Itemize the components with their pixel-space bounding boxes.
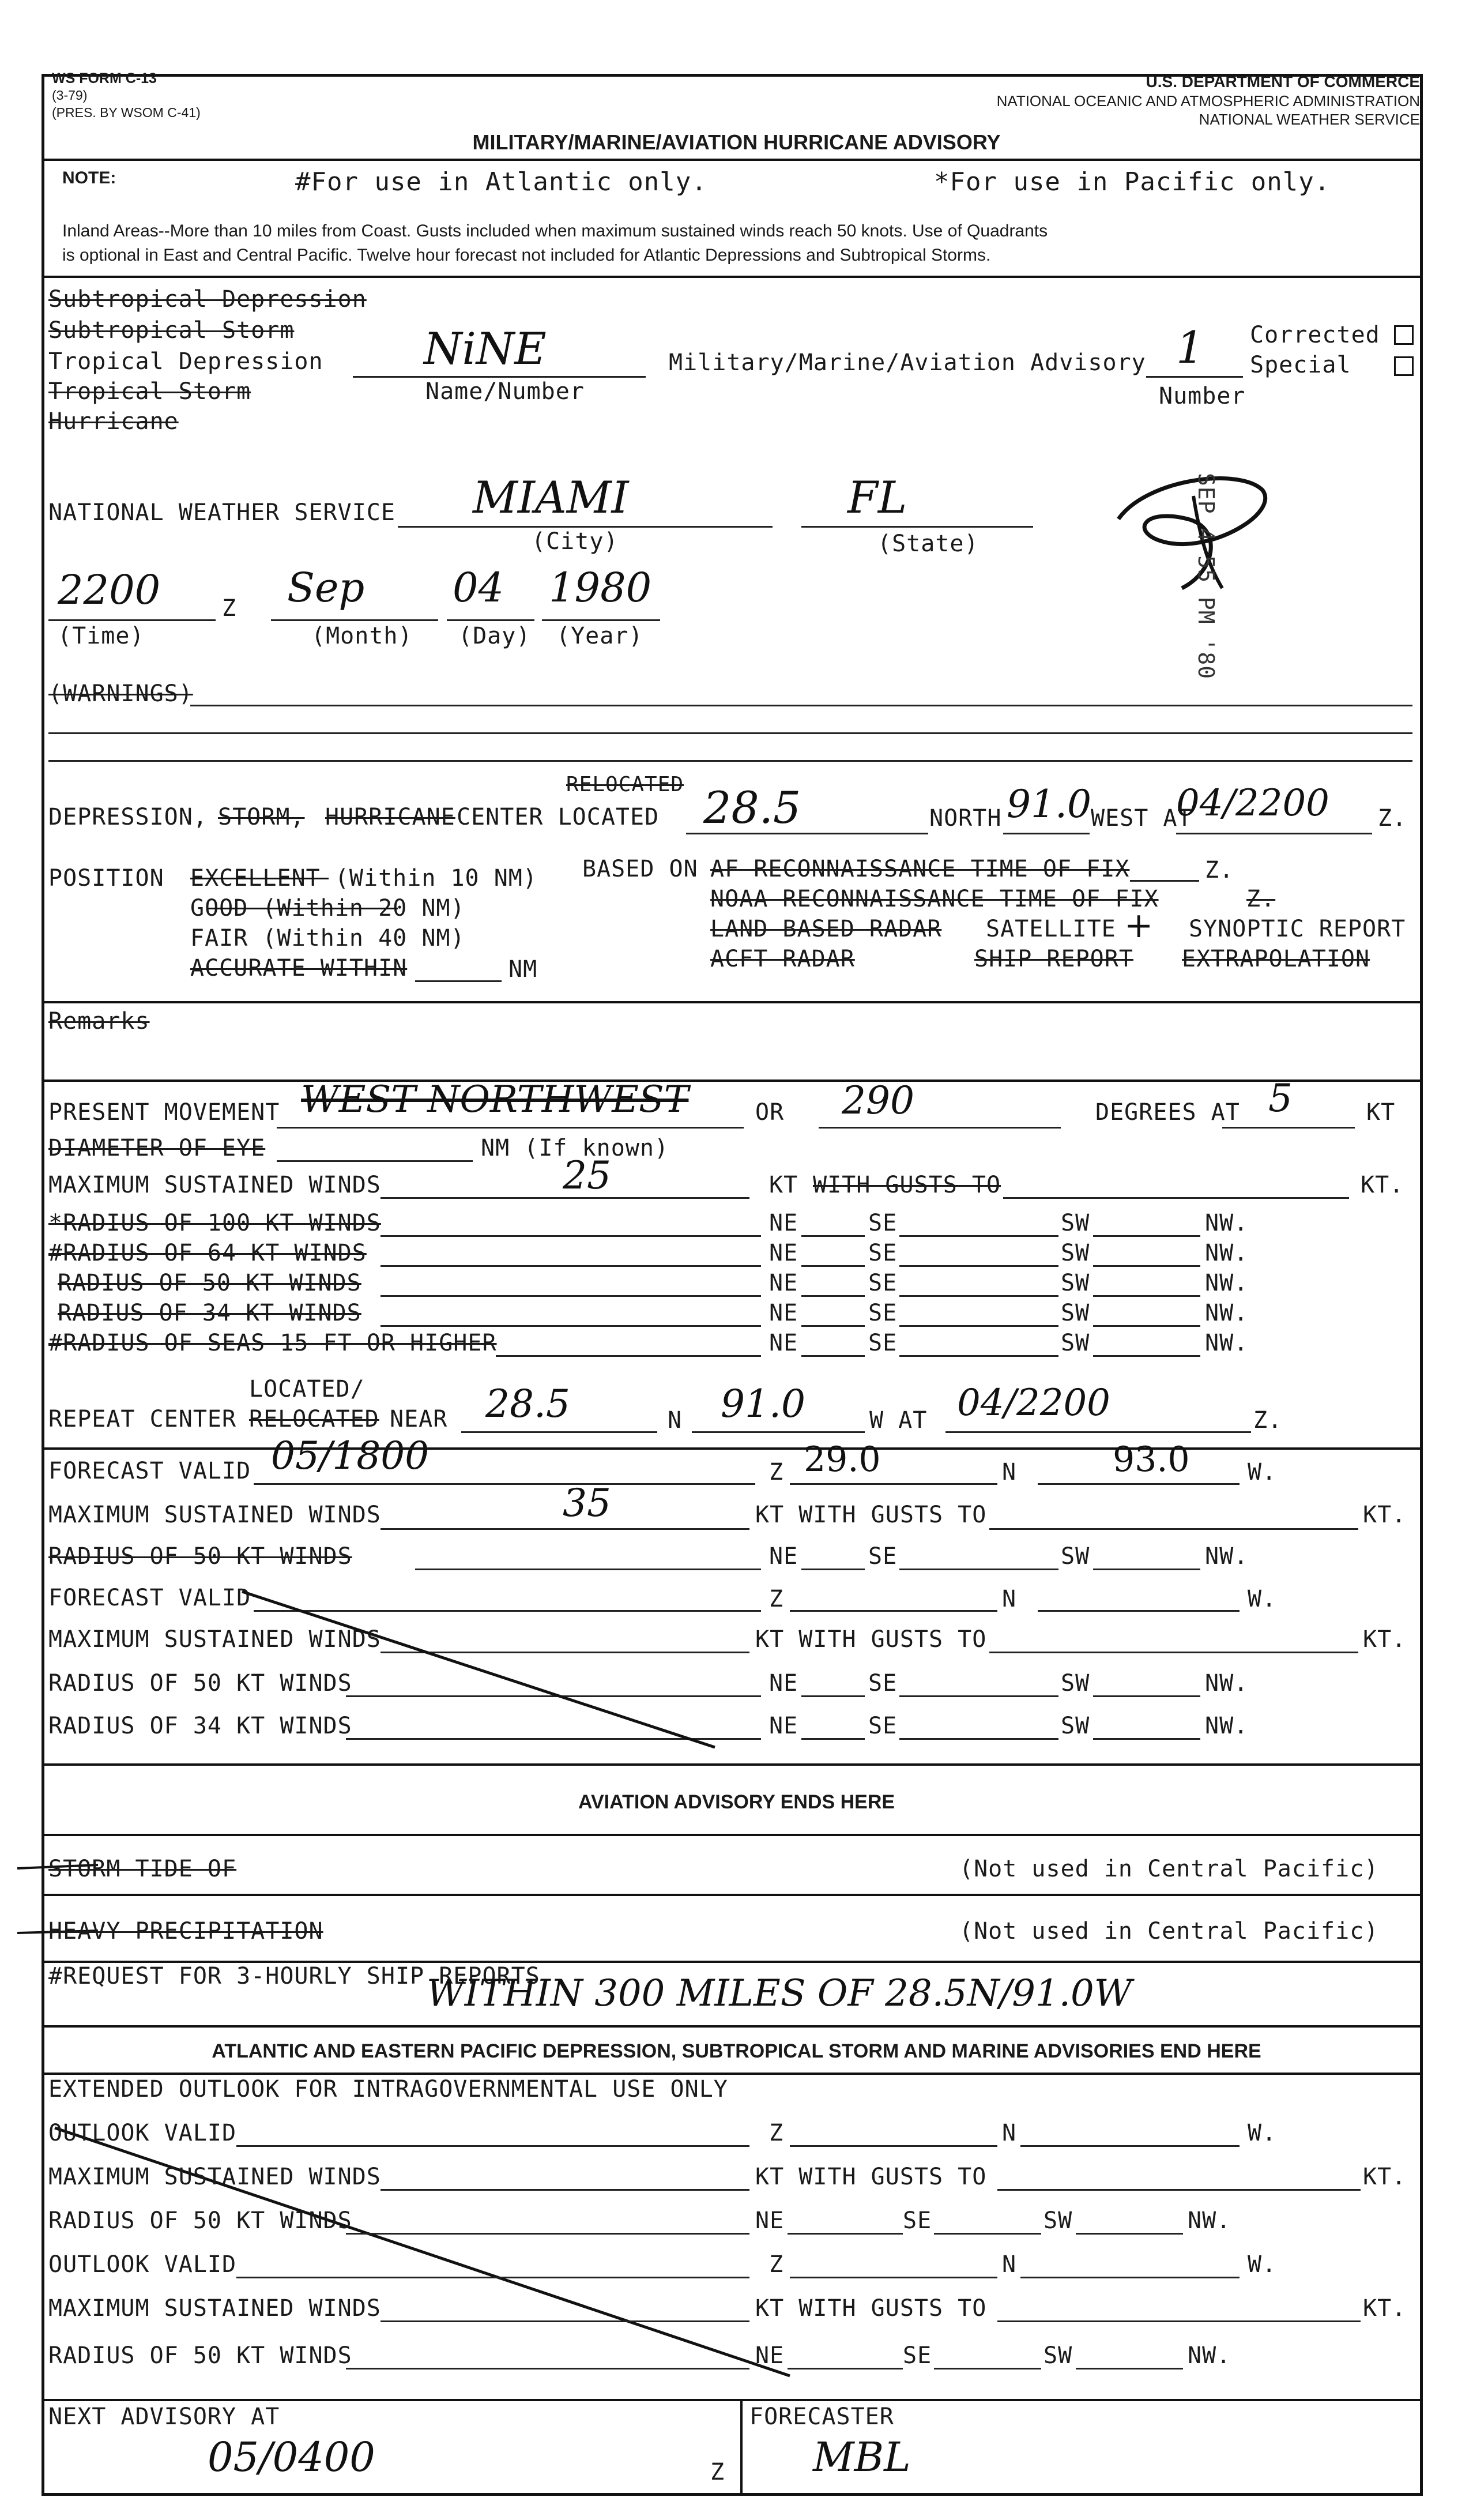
af-recon: AF RECONNAISSANCE TIME OF FIX <box>710 856 1130 882</box>
outlook2-valid-label: OUTLOOK VALID <box>48 2251 237 2278</box>
ne-label: NE <box>769 1240 798 1266</box>
forecast1-lon-value[interactable]: 93.0 <box>1113 1439 1190 1480</box>
month-value[interactable]: Sep <box>287 564 365 611</box>
forecast1-kt-gusts: KT WITH GUSTS TO <box>755 1502 987 1528</box>
radius-50-label: RADIUS OF 50 KT WINDS <box>58 1270 361 1296</box>
time-label: (Time) <box>58 623 145 649</box>
position-fair: FAIR (Within 40 NM) <box>190 925 465 951</box>
se-label: SE <box>868 1300 898 1326</box>
state-value[interactable]: FL <box>847 472 907 523</box>
position-accurate: ACCURATE WITHIN <box>190 955 408 981</box>
time-z: Z <box>222 595 237 622</box>
year-value[interactable]: 1980 <box>549 564 652 611</box>
se-label: SE <box>868 1270 898 1296</box>
sw-label: SW <box>1061 1270 1090 1296</box>
nw-label: NW. <box>1205 1670 1249 1697</box>
outlook2-kt: KT. <box>1363 2295 1407 2322</box>
nw-label: NW. <box>1188 2207 1231 2234</box>
radius-100-label: *RADIUS OF 100 KT WINDS <box>48 1210 381 1236</box>
ne-label: NE <box>769 1210 798 1236</box>
repeat-z: Z. <box>1253 1407 1283 1434</box>
heavy-precip-note: (Not used in Central Pacific) <box>959 1918 1379 1944</box>
eye-unit: NM (If known) <box>481 1135 669 1161</box>
next-advisory-label: NEXT ADVISORY AT <box>48 2404 280 2430</box>
marine-end: ATLANTIC AND EASTERN PACIFIC DEPRESSION, SUBTROPICAL STORM AND MARINE ADVISORIES END HERE <box>212 2040 1261 2062</box>
forecast1-label: FORECAST VALID <box>48 1458 251 1484</box>
ne-label: NE <box>769 1270 798 1296</box>
max-winds-label: MAXIMUM SUSTAINED WINDS <box>48 1172 381 1198</box>
center-storm: STORM, <box>218 804 305 830</box>
movement-speed-value[interactable]: 5 <box>1268 1076 1293 1120</box>
option-subtropical-storm[interactable]: Subtropical Storm <box>48 317 295 344</box>
forecast2-n: N <box>1002 1586 1017 1612</box>
option-hurricane[interactable]: Hurricane <box>48 408 179 435</box>
radius-34-label: RADIUS OF 34 KT WINDS <box>58 1300 361 1326</box>
form-id: WS FORM C-13 <box>52 70 157 86</box>
forecast2-radius34-label: RADIUS OF 34 KT WINDS <box>48 1713 352 1739</box>
se-label: SE <box>868 1240 898 1266</box>
note-label: NOTE: <box>62 168 116 187</box>
state-label: (State) <box>877 531 979 557</box>
storm-name-value[interactable]: NiNE <box>424 323 547 374</box>
nw-label: NW. <box>1205 1240 1249 1266</box>
outlook1-kt: KT. <box>1363 2164 1407 2190</box>
nw-label: NW. <box>1205 1713 1249 1739</box>
outlook2-z: Z <box>769 2251 784 2278</box>
outlook2-radius50-label: RADIUS OF 50 KT WINDS <box>48 2342 352 2369</box>
center-time-value[interactable]: 04/2200 <box>1176 782 1329 825</box>
repeat-near-label: NEAR <box>390 1406 448 1432</box>
nw-label: NW. <box>1205 1543 1249 1570</box>
movement-label: PRESENT MOVEMENT <box>48 1099 280 1126</box>
position-label: POSITION <box>48 865 164 892</box>
storm-name-label: Name/Number <box>425 378 585 405</box>
storm-tide-label: STORM TIDE OF <box>48 1856 237 1882</box>
ne-label: NE <box>755 2342 785 2369</box>
se-label: SE <box>903 2207 932 2234</box>
outlook-label: EXTENDED OUTLOOK FOR INTRAGOVERNMENTAL USE ONLY <box>48 2076 728 2102</box>
remarks-label: Remarks <box>48 1008 150 1035</box>
warnings-label: (WARNINGS) <box>48 680 193 707</box>
sw-label: SW <box>1061 1210 1090 1236</box>
option-tropical-storm[interactable]: Tropical Storm <box>48 378 251 405</box>
center-z: Z. <box>1378 805 1407 832</box>
outlook2-kt-gusts: KT WITH GUSTS TO <box>755 2295 987 2322</box>
month-label: (Month) <box>311 623 413 649</box>
se-label: SE <box>868 1670 898 1697</box>
forecast1-winds-label: MAXIMUM SUSTAINED WINDS <box>48 1502 381 1528</box>
sw-label: SW <box>1061 1330 1090 1356</box>
sw-label: SW <box>1061 1670 1090 1697</box>
synoptic-report: SYNOPTIC REPORT <box>1189 916 1406 942</box>
note-pacific: *For use in Pacific only. <box>934 167 1331 197</box>
dept-nws: NATIONAL WEATHER SERVICE <box>1199 111 1420 128</box>
sw-label: SW <box>1043 2207 1073 2234</box>
center-located-label: CENTER LOCATED <box>457 804 660 830</box>
nw-label: NW. <box>1205 1330 1249 1356</box>
satellite: SATELLITE <box>986 916 1116 942</box>
center-lat-value[interactable]: 28.5 <box>703 782 801 833</box>
year-label: (Year) <box>556 623 643 649</box>
outlook2-winds-label: MAXIMUM SUSTAINED WINDS <box>48 2295 381 2322</box>
ne-label: NE <box>769 1670 798 1697</box>
position-nm: NM <box>508 956 538 983</box>
special-label: Special <box>1250 352 1351 378</box>
ne-label: NE <box>769 1713 798 1739</box>
forecast1-radius50-label: RADIUS OF 50 KT WINDS <box>48 1543 352 1570</box>
forecast1-kt: KT. <box>1363 1502 1407 1528</box>
position-good: GOOD (Within 20 NM) <box>190 895 465 922</box>
nw-label: NW. <box>1205 1270 1249 1296</box>
forecast1-valid-value[interactable]: 05/1800 <box>271 1434 430 1478</box>
forecast1-w: W. <box>1248 1459 1277 1485</box>
storm-tide-note: (Not used in Central Pacific) <box>959 1856 1379 1882</box>
forecast1-winds-value[interactable]: 35 <box>563 1481 611 1525</box>
forecaster-value[interactable]: MBL <box>813 2434 911 2481</box>
ne-label: NE <box>755 2207 785 2234</box>
outlook1-w: W. <box>1248 2120 1277 2146</box>
sw-label: SW <box>1061 1300 1090 1326</box>
next-advisory-z: Z <box>710 2459 725 2485</box>
forecast2-kt: KT. <box>1363 1626 1407 1653</box>
max-winds-value[interactable]: 25 <box>563 1153 611 1198</box>
note-atlantic: #For use in Atlantic only. <box>295 167 707 197</box>
aviation-end: AVIATION ADVISORY ENDS HERE <box>578 1791 895 1813</box>
option-subtropical-depression[interactable]: Subtropical Depression <box>48 286 367 313</box>
degrees-at-label: DEGREES AT <box>1095 1099 1240 1126</box>
note-line-2: is optional in East and Central Pacific. Twelve hour forecast not included for Atlantic Depressions and Subtropical Storms. <box>62 246 991 265</box>
sw-label: SW <box>1061 1543 1090 1570</box>
dept-noaa: NATIONAL OCEANIC AND ATMOSPHERIC ADMINISTRATION <box>996 92 1420 110</box>
se-label: SE <box>868 1330 898 1356</box>
advisory-number-label: Number <box>1159 383 1246 409</box>
se-label: SE <box>868 1543 898 1570</box>
sw-label: SW <box>1061 1713 1090 1739</box>
advisory-label: Military/Marine/Aviation Advisory <box>669 349 1146 376</box>
eye-label: DIAMETER OF EYE <box>48 1135 266 1161</box>
day-value[interactable]: 04 <box>453 564 504 611</box>
forecast2-winds-label: MAXIMUM SUSTAINED WINDS <box>48 1626 381 1653</box>
af-recon-z: Z. <box>1205 857 1234 883</box>
outlook1-radius50-label: RADIUS OF 50 KT WINDS <box>48 2207 352 2234</box>
next-advisory-value[interactable]: 05/0400 <box>208 2434 375 2481</box>
nw-label: NW. <box>1205 1210 1249 1236</box>
city-label: (City) <box>532 528 619 555</box>
forecaster-label: FORECASTER <box>749 2404 894 2430</box>
form-date: (3-79) <box>52 88 88 103</box>
movement-value[interactable]: WEST NORTHWEST <box>301 1078 689 1121</box>
city-value[interactable]: MIAMI <box>473 472 629 523</box>
time-value[interactable]: 2200 <box>58 566 161 614</box>
noaa-recon-z: Z. <box>1246 886 1276 912</box>
forecast1-lat-value[interactable]: 29.0 <box>804 1439 881 1480</box>
outlook1-n: N <box>1002 2120 1017 2146</box>
relocated-label: RELOCATED <box>566 773 684 796</box>
ne-label: NE <box>769 1543 798 1570</box>
ship-reports-label: #REQUEST FOR 3-HOURLY SHIP REPORTS <box>48 1963 540 1989</box>
se-label: SE <box>868 1713 898 1739</box>
position-excellent: EXCELLENT (Within 10 NM) <box>190 865 537 892</box>
center-hurricane: HURRICANE <box>325 804 455 830</box>
based-on-label: BASED ON <box>582 856 698 882</box>
repeat-located-label: LOCATED/ <box>249 1376 365 1402</box>
satellite-mark: + <box>1124 905 1154 946</box>
center-lon-value[interactable]: 91.0 <box>1007 782 1091 826</box>
forecast2-radius50-label: RADIUS OF 50 KT WINDS <box>48 1670 352 1697</box>
forecast1-z: Z <box>769 1459 784 1485</box>
outlook2-w: W. <box>1248 2251 1277 2278</box>
outlook1-kt-gusts: KT WITH GUSTS TO <box>755 2164 987 2190</box>
sw-label: SW <box>1061 1240 1090 1266</box>
se-label: SE <box>903 2342 932 2369</box>
se-label: SE <box>868 1210 898 1236</box>
max-winds-kt2: KT. <box>1361 1172 1404 1198</box>
day-label: (Day) <box>458 623 531 649</box>
repeat-lon-value[interactable]: 91.0 <box>721 1382 805 1426</box>
nws-label: NATIONAL WEATHER SERVICE <box>48 499 395 526</box>
outlook1-winds-label: MAXIMUM SUSTAINED WINDS <box>48 2164 381 2190</box>
max-winds-gusts: WITH GUSTS TO <box>813 1172 1001 1198</box>
land-radar: LAND BASED RADAR <box>710 916 942 942</box>
movement-kt: KT <box>1366 1099 1396 1126</box>
repeat-w-at: W AT <box>869 1407 928 1434</box>
corrected-label: Corrected <box>1250 322 1380 348</box>
ne-label: NE <box>769 1300 798 1326</box>
noaa-recon: NOAA RECONNAISSANCE TIME OF FIX <box>710 886 1159 912</box>
nw-label: NW. <box>1205 1300 1249 1326</box>
outlook1-valid-label: OUTLOOK VALID <box>48 2120 237 2146</box>
sw-label: SW <box>1043 2342 1073 2369</box>
form-pres: (PRES. BY WSOM C-41) <box>52 105 201 120</box>
nw-label: NW. <box>1188 2342 1231 2369</box>
ship-report: SHIP REPORT <box>974 946 1133 972</box>
forecast2-label: FORECAST VALID <box>48 1585 251 1611</box>
advisory-number-value[interactable]: 1 <box>1176 322 1204 373</box>
repeat-relocated-label: RELOCATED <box>249 1406 379 1432</box>
radius-seas-label: #RADIUS OF SEAS 15 FT OR HIGHER <box>48 1330 497 1356</box>
movement-degrees-value[interactable]: 290 <box>842 1078 914 1123</box>
center-prefix: DEPRESSION, <box>48 804 208 830</box>
acft-radar: ACFT RADAR <box>710 946 855 972</box>
option-tropical-depression[interactable]: Tropical Depression <box>48 348 323 375</box>
max-winds-kt: KT <box>769 1172 798 1198</box>
extrapolation: EXTRAPOLATION <box>1182 946 1370 972</box>
ne-label: NE <box>769 1330 798 1356</box>
north-label: NORTH <box>929 805 1002 832</box>
form-title: MILITARY/MARINE/AVIATION HURRICANE ADVISORY <box>472 130 1001 154</box>
repeat-time-value[interactable]: 04/2200 <box>957 1382 1110 1424</box>
outlook2-n: N <box>1002 2251 1017 2278</box>
footer-divider <box>740 2399 743 2496</box>
repeat-n: N <box>668 1407 683 1434</box>
forecast2-z: Z <box>769 1586 784 1612</box>
repeat-lat-value[interactable]: 28.5 <box>485 1382 570 1426</box>
note-line-1: Inland Areas--More than 10 miles from Coast. Gusts included when maximum sustained winds reach 50 knots. Use of Quadrants <box>62 221 1048 240</box>
radius-64-label: #RADIUS OF 64 KT WINDS <box>48 1240 367 1266</box>
movement-or: OR <box>755 1099 785 1126</box>
outlook1-z: Z <box>769 2120 784 2146</box>
dept-commerce: U.S. DEPARTMENT OF COMMERCE <box>1146 73 1420 91</box>
forecast2-kt-gusts: KT WITH GUSTS TO <box>755 1626 987 1653</box>
west-at-label: WEST AT <box>1091 805 1192 832</box>
received-stamp: SEP 4 55 PM '80 <box>1193 473 1219 680</box>
ship-reports-value[interactable]: WITHIN 300 MILES OF 28.5N/91.0W <box>427 1972 1132 2015</box>
heavy-precip-label: HEAVY PRECIPITATION <box>48 1918 323 1944</box>
repeat-center-label: REPEAT CENTER <box>48 1406 237 1432</box>
forecast2-w: W. <box>1248 1586 1277 1612</box>
forecast1-n: N <box>1002 1459 1017 1485</box>
